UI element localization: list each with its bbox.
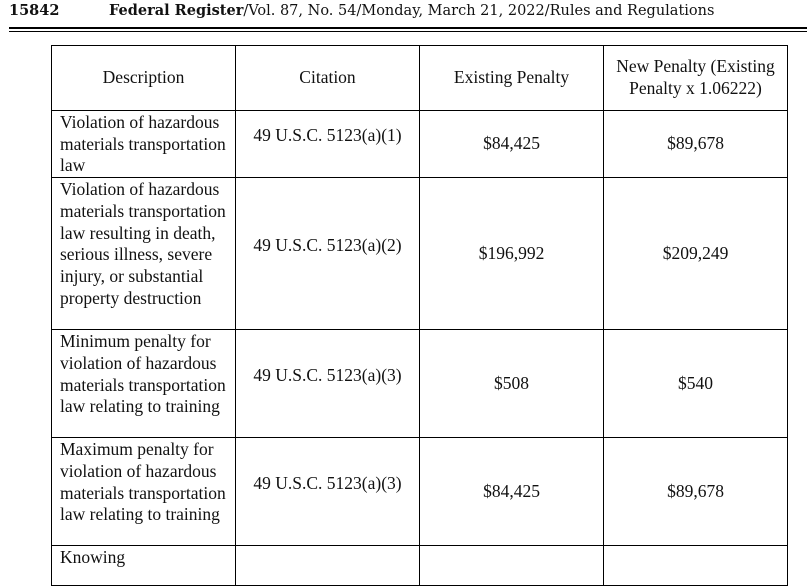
- citation-cell: [236, 438, 420, 546]
- page-number: 15842: [9, 2, 60, 19]
- table-row: [52, 178, 788, 330]
- column-header-citation: Citation: [236, 46, 420, 111]
- existing-penalty-cell: $196,992: [420, 178, 604, 330]
- table-header-row: [52, 46, 788, 111]
- header-separator: /: [356, 3, 362, 19]
- new-penalty-cell: $209,249: [604, 178, 788, 330]
- citation-text: 49 U.S.C. 5123(a)(2): [253, 234, 402, 255]
- citation-text: 49 U.S.C. 5123(a)(1): [253, 125, 402, 146]
- citation-cell: [236, 111, 420, 178]
- penalty-table: [51, 45, 788, 586]
- citation-cell: [236, 178, 420, 330]
- table-row: [52, 111, 788, 178]
- column-header-new-penalty: New Penalty (Existing Penalty x 1.06222): [604, 46, 788, 111]
- description-cell: Knowing: [52, 546, 236, 586]
- table-row: [52, 330, 788, 438]
- header-rule-thin: [9, 31, 807, 32]
- page-header: [9, 2, 799, 24]
- citation-text: 49 U.S.C. 5123(a)(3): [253, 472, 402, 493]
- table-row: [52, 546, 788, 586]
- new-penalty-cell: [604, 546, 788, 586]
- existing-penalty-cell: $84,425: [420, 111, 604, 178]
- description-cell: Minimum penalty for violation of hazardous materials transportation law relating to training: [52, 330, 236, 438]
- header-separator: /: [243, 3, 249, 19]
- issue-date: Monday, March 21, 2022: [361, 3, 545, 19]
- existing-penalty-cell: $84,425: [420, 438, 604, 546]
- description-cell: Maximum penalty for violation of hazardous materials transportation law relating to training: [52, 438, 236, 546]
- new-penalty-cell: $89,678: [604, 438, 788, 546]
- header-rule-thick: [9, 27, 807, 29]
- new-penalty-cell: $540: [604, 330, 788, 438]
- column-header-description: Description: [52, 46, 236, 111]
- volume-info: Vol. 87, No. 54: [248, 3, 357, 19]
- section-name: Rules and Regulations: [549, 3, 715, 19]
- citation-text: 49 U.S.C. 5123(a)(3): [253, 364, 402, 385]
- publication-name: Federal Register: [109, 2, 244, 19]
- column-header-existing-penalty: Existing Penalty: [420, 46, 604, 111]
- citation-cell: [236, 546, 420, 586]
- new-penalty-cell: $89,678: [604, 111, 788, 178]
- header-separator: /: [544, 3, 550, 19]
- existing-penalty-cell: [420, 546, 604, 586]
- description-cell: Violation of hazardous materials transportation law: [52, 111, 236, 178]
- description-cell: Violation of hazardous materials transportation law resulting in death, serious illness, severe injury, or substantial property destruction: [52, 178, 236, 330]
- citation-cell: [236, 330, 420, 438]
- table-row: [52, 438, 788, 546]
- existing-penalty-cell: $508: [420, 330, 604, 438]
